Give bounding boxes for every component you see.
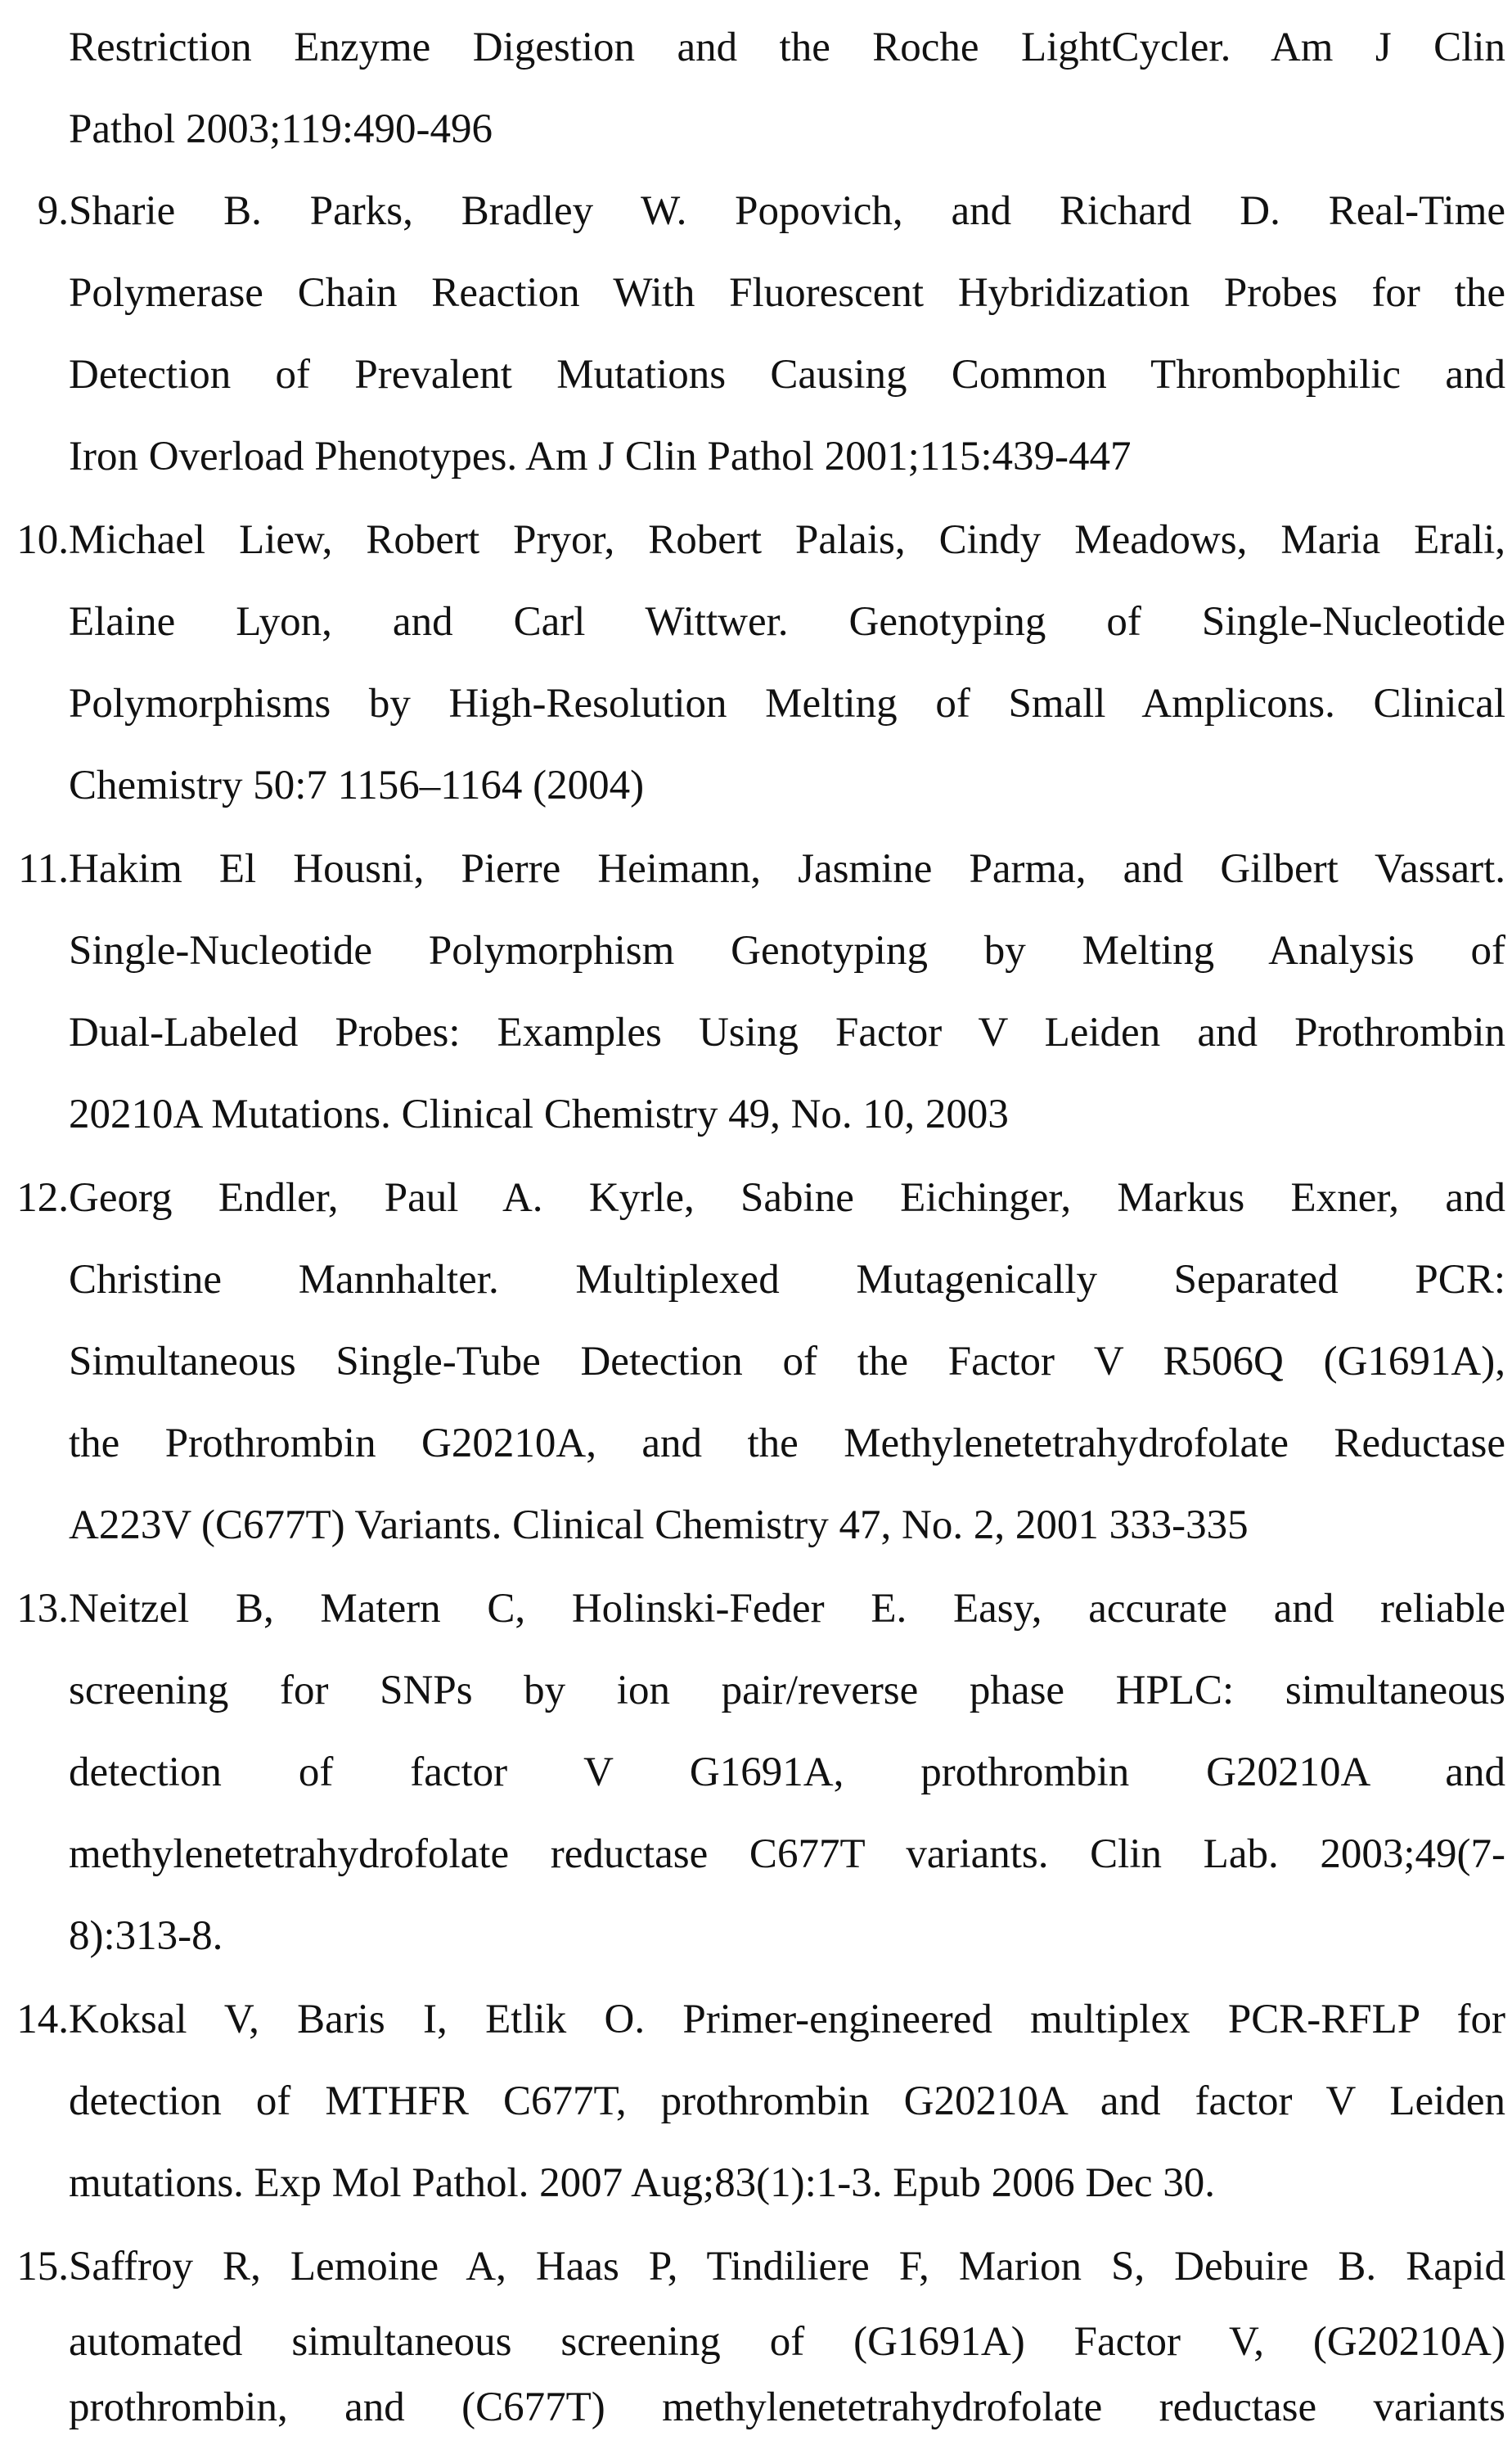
reference-number: 10. — [0, 499, 69, 581]
reference-number: 14. — [0, 1979, 69, 2060]
reference-line: Sharie B. Parks, Bradley W. Popovich, and Richard D. Real-Time — [69, 170, 1505, 252]
reference-line: detection of MTHFR C677T, prothrombin G20210A and factor V Leiden — [69, 2060, 1505, 2142]
reference-line: Pathol 2003;119:490-496 — [69, 88, 493, 170]
reference-number: 12. — [0, 1157, 69, 1239]
reference-line: prothrombin, and (C677T) methylenetetrahydrofolate reductase variants — [69, 2370, 1505, 2445]
reference-line: Neitzel B, Matern C, Holinski-Feder E. Easy, accurate and reliable — [69, 1568, 1505, 1650]
reference-line: Iron Overload Phenotypes. Am J Clin Pathol 2001;115:439-447 — [69, 416, 1132, 498]
reference-line: A223V (C677T) Variants. Clinical Chemistry 47, No. 2, 2001 333-335 — [69, 1484, 1249, 1566]
reference-line: mutations. Exp Mol Pathol. 2007 Aug;83(1):1-3. Epub 2006 Dec 30. — [69, 2142, 1215, 2224]
reference-line: Chemistry 50:7 1156–1164 (2004) — [69, 745, 644, 826]
reference-line: Polymorphisms by High-Resolution Melting of Small Amplicons. Clinical — [69, 663, 1505, 745]
reference-line: Dual-Labeled Probes: Examples Using Factor V Leiden and Prothrombin — [69, 992, 1505, 1074]
reference-line: Georg Endler, Paul A. Kyrle, Sabine Eichinger, Markus Exner, and — [69, 1157, 1505, 1239]
reference-line: detection of factor V G1691A, prothrombin G20210A and — [69, 1731, 1505, 1813]
reference-line: the Prothrombin G20210A, and the Methylenetetrahydrofolate Reductase — [69, 1403, 1505, 1484]
reference-line: Elaine Lyon, and Carl Wittwer. Genotyping of Single-Nucleotide — [69, 581, 1505, 663]
reference-line: Hakim El Housni, Pierre Heimann, Jasmine Parma, and Gilbert Vassart. — [69, 828, 1505, 910]
reference-line: Detection of Prevalent Mutations Causing Common Thrombophilic and — [69, 334, 1505, 416]
reference-line: Christine Mannhalter. Multiplexed Mutagenically Separated PCR: — [69, 1239, 1505, 1321]
reference-line: 20210A Mutations. Clinical Chemistry 49, No. 10, 2003 — [69, 1074, 1009, 1155]
reference-line: Polymerase Chain Reaction With Fluorescent Hybridization Probes for the — [69, 252, 1505, 334]
reference-line: Koksal V, Baris I, Etlik O. Primer-engineered multiplex PCR-RFLP for — [69, 1979, 1505, 2060]
reference-line: Saffroy R, Lemoine A, Haas P, Tindiliere F, Marion S, Debuire B. Rapid — [69, 2226, 1505, 2308]
reference-number: 11. — [0, 828, 69, 910]
reference-line: Single-Nucleotide Polymorphism Genotyping by Melting Analysis of — [69, 910, 1505, 992]
reference-number: 15. — [0, 2226, 69, 2308]
reference-line: screening for SNPs by ion pair/reverse phase HPLC: simultaneous — [69, 1650, 1505, 1731]
reference-line: Michael Liew, Robert Pryor, Robert Palais, Cindy Meadows, Maria Erali, — [69, 499, 1505, 581]
reference-line: automated simultaneous screening of (G1691A) Factor V, (G20210A) — [69, 2301, 1505, 2383]
reference-line: Restriction Enzyme Digestion and the Roche LightCycler. Am J Clin — [69, 7, 1505, 88]
reference-line: 8):313-8. — [69, 1895, 223, 1977]
document-page — [0, 0, 1512, 2445]
reference-line: methylenetetrahydrofolate reductase C677T variants. Clin Lab. 2003;49(7- — [69, 1813, 1505, 1895]
reference-number: 9. — [0, 170, 69, 252]
reference-number: 13. — [0, 1568, 69, 1650]
reference-line: Simultaneous Single-Tube Detection of the Factor V R506Q (G1691A), — [69, 1321, 1505, 1403]
